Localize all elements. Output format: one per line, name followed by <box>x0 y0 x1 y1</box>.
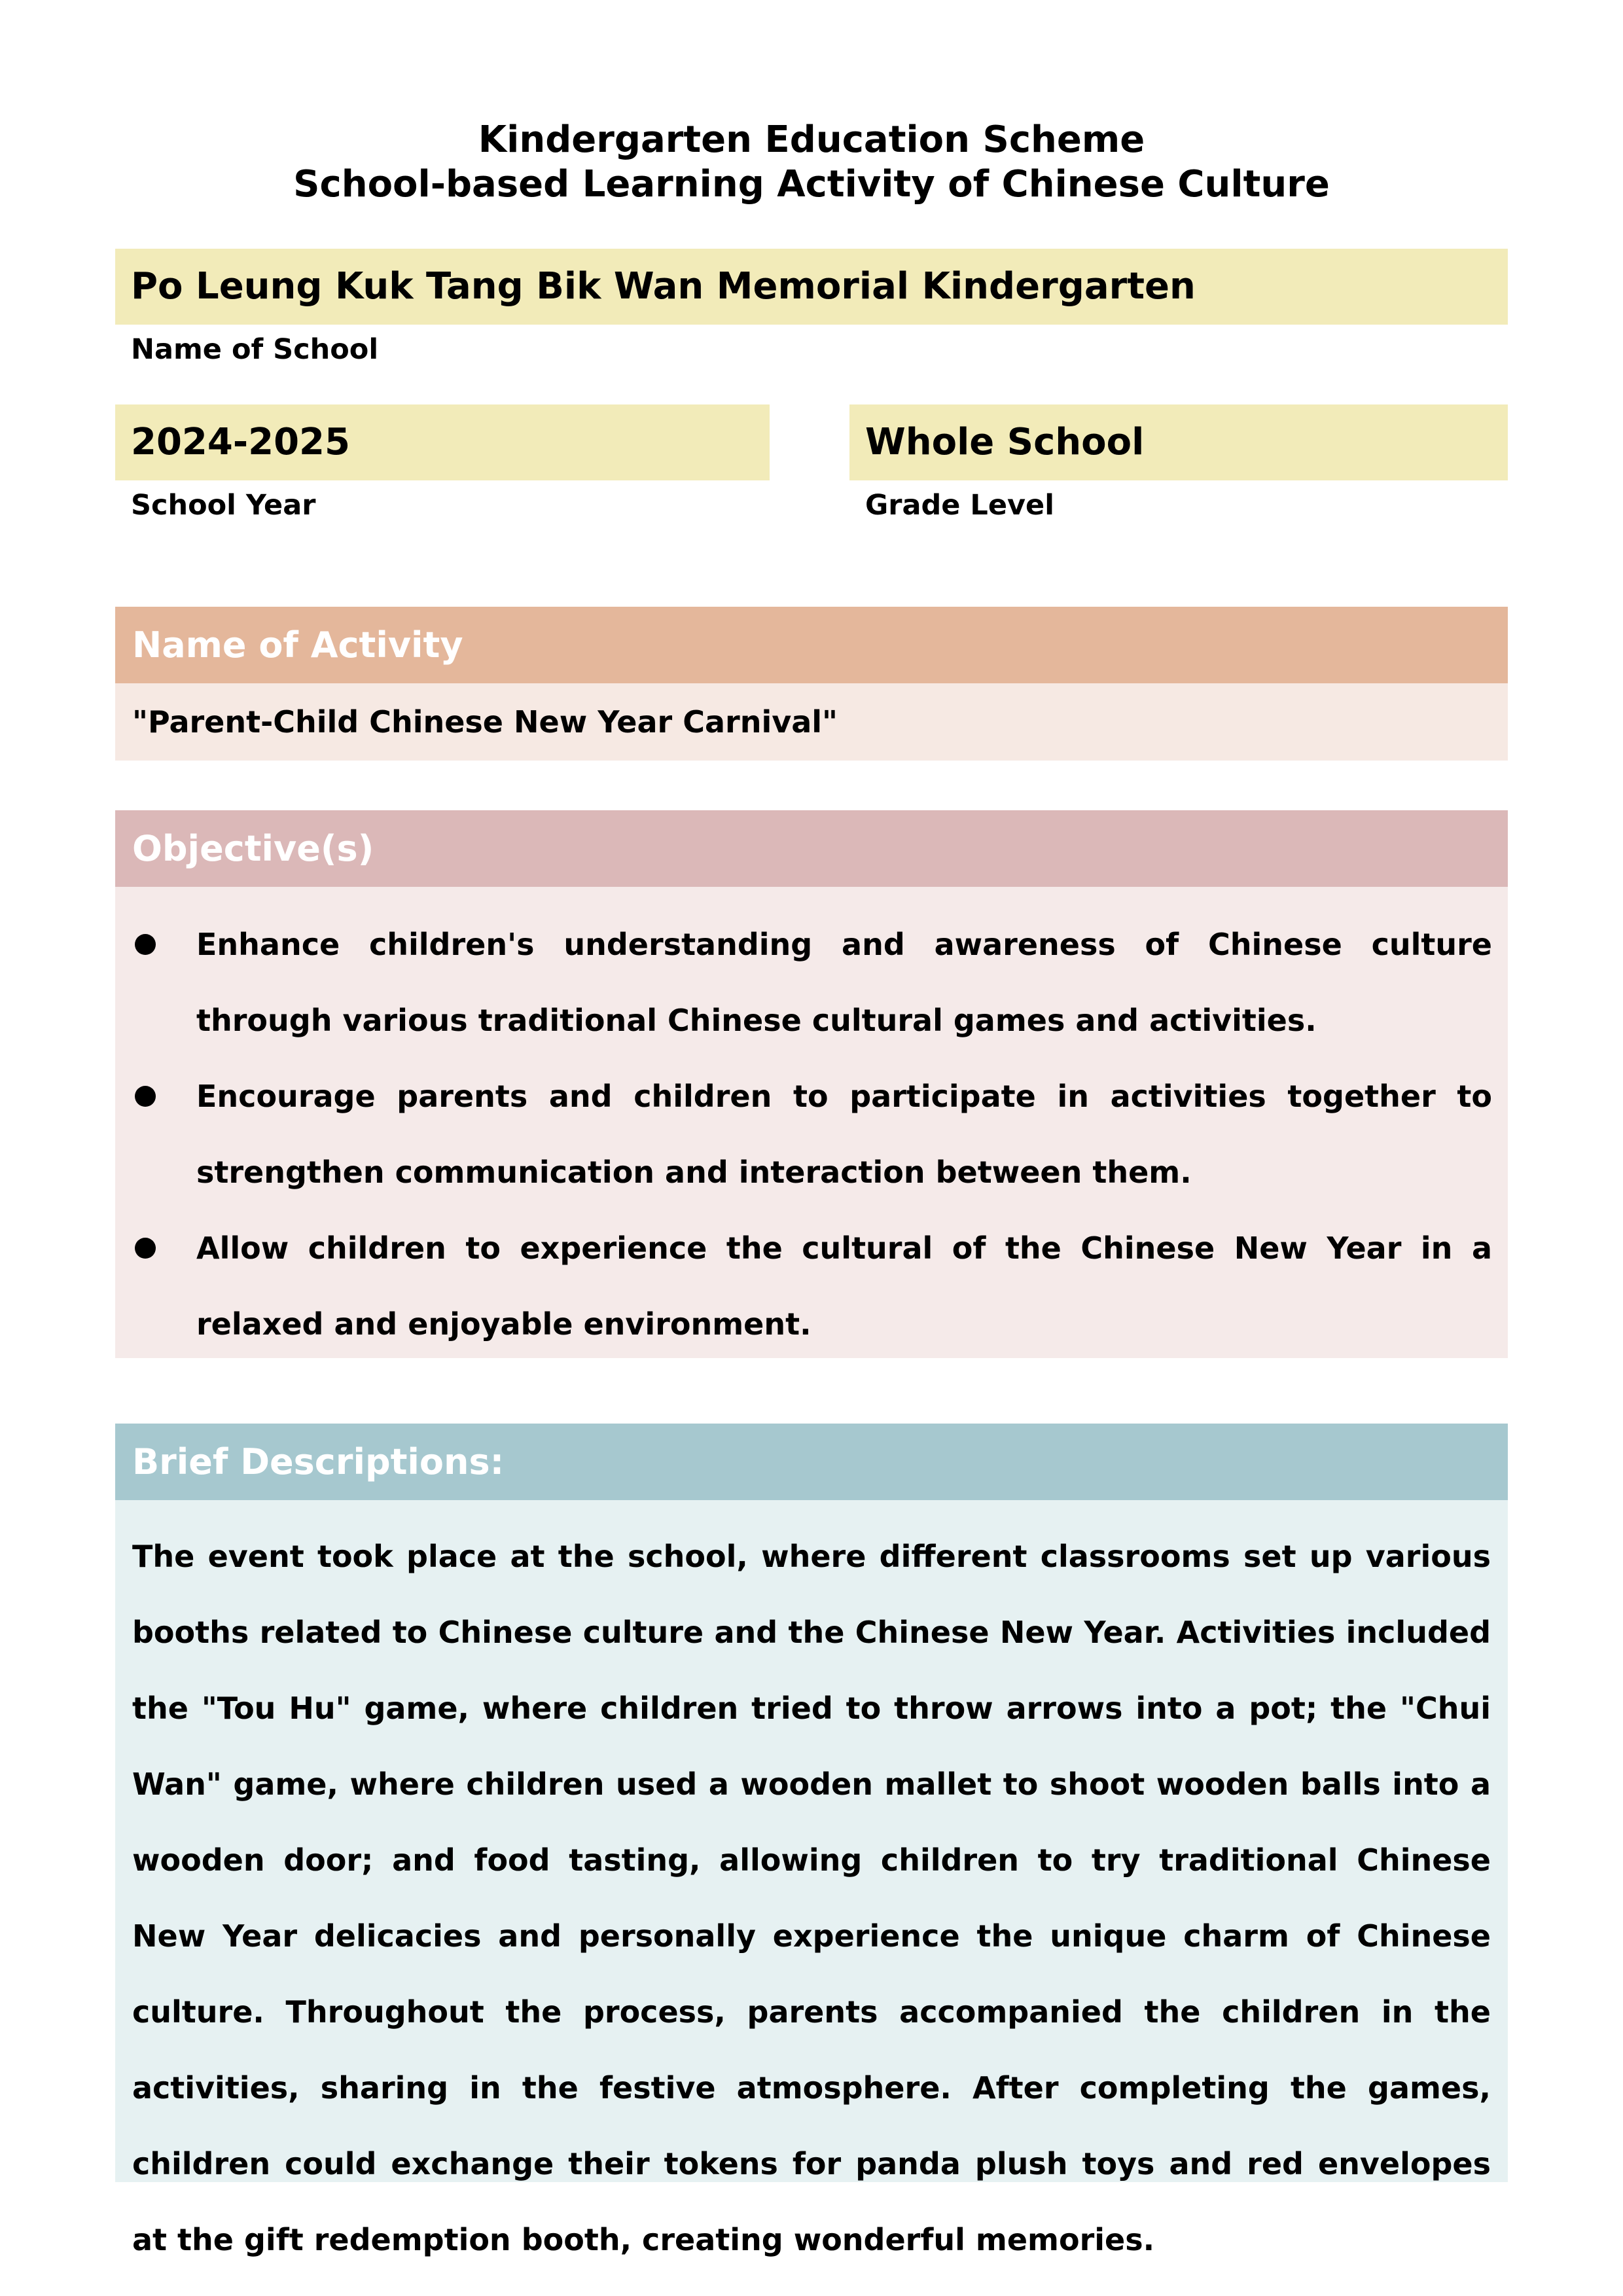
grade-level-label: Grade Level <box>865 489 1054 522</box>
description-text: The event took place at the school, where different classrooms set up various booths related to Chinese culture and the Chinese New Year. Activities included the "Tou Hu" game, where children tried to throw arrows into a pot; the "Chui Wan" game, where children used a wooden mallet to shoot wooden balls into a wooden door; and food tasting, allowing children to try traditional Chinese New Year delicacies and personally experience the unique charm of Chinese culture. Throughout the process, parents accompanied the children in the activities, sharing in the festive atmosphere. After completing the games, children could exchange their tokens for panda plush toys and red envelopes at the gift redemption booth, creating wonderful memories. <box>115 1500 1508 2182</box>
school-year-label: School Year <box>131 489 316 522</box>
school-year-field: 2024-2025 <box>115 404 770 480</box>
document-title: Kindergarten Education Scheme <box>478 118 1145 161</box>
school-name-field: Po Leung Kuk Tang Bik Wan Memorial Kindergarten <box>115 249 1508 325</box>
activity-name: "Parent-Child Chinese New Year Carnival" <box>115 683 1508 761</box>
description-heading: Brief Descriptions: <box>115 1424 1508 1500</box>
objective-item <box>131 1210 1492 1362</box>
activity-heading: Name of Activity <box>115 607 1508 683</box>
grade-level-field: Whole School <box>849 404 1508 480</box>
objectives-list <box>115 887 1508 1358</box>
bullet-icon <box>135 1238 156 1259</box>
objective-item <box>131 906 1492 1058</box>
objective-item <box>131 1058 1492 1210</box>
objective-text: Enhance children's understanding and awareness of Chinese culture through various traditional Chinese cultural games and activities. <box>196 927 1492 1038</box>
objective-text: Encourage parents and children to participate in activities together to strengthen communication and interaction between them. <box>196 1079 1492 1190</box>
bullet-icon <box>135 1086 156 1107</box>
bullet-icon <box>135 934 156 955</box>
objectives-heading: Objective(s) <box>115 810 1508 887</box>
objective-text: Allow children to experience the cultural of the Chinese New Year in a relaxed and enjoyable environment. <box>196 1230 1492 1342</box>
document-subtitle: School-based Learning Activity of Chinese Culture <box>293 163 1330 206</box>
school-name-label: Name of School <box>131 333 379 366</box>
